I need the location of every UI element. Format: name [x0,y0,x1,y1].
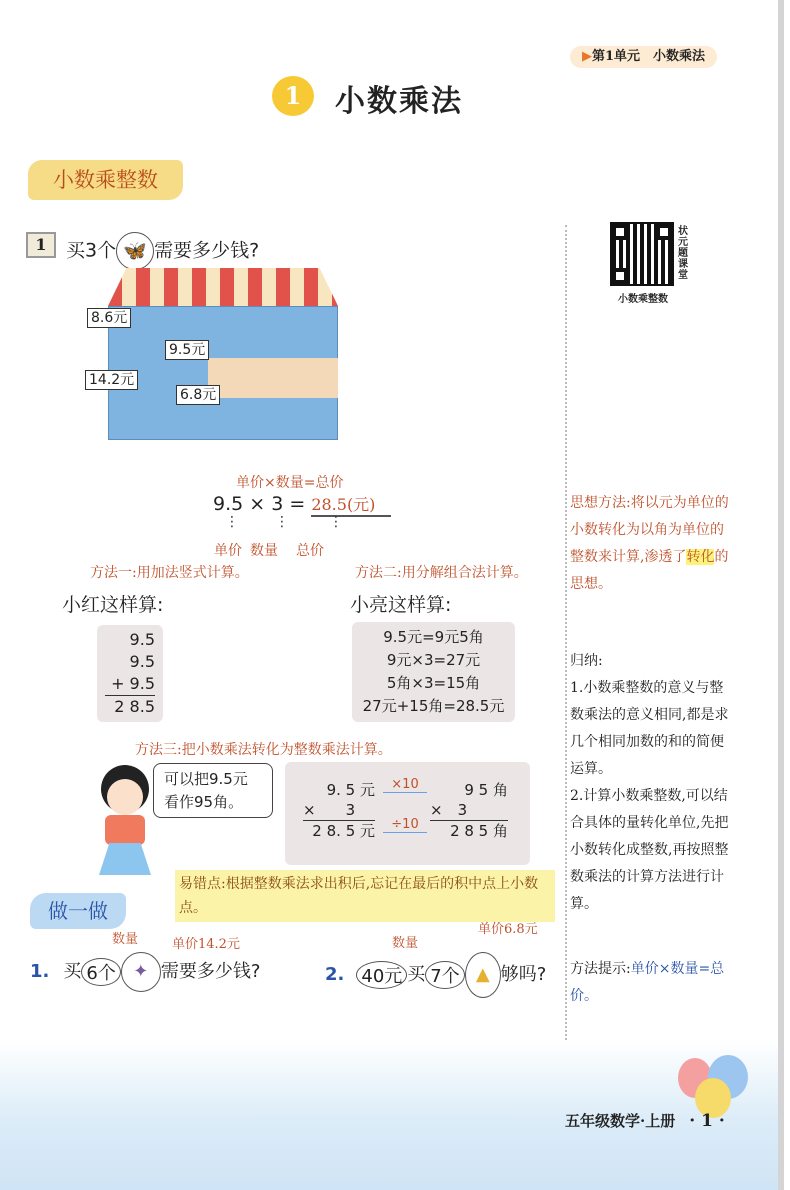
title-number-badge: 1 [272,76,314,116]
triangle-icon: ▶ [582,49,592,64]
unit-tag-text: 第1单元 小数乘法 [592,49,706,64]
exercise-2 [325,952,546,998]
decomposition-line: 5角×3=15角 [386,674,481,692]
section-title: 小数乘整数 [28,160,183,200]
divide-ten-arrow: ÷10 [383,818,427,833]
ex-text: 够吗? [500,964,547,985]
calc-line: × 3 [303,800,375,821]
formula-term-labels [214,540,324,560]
exercise-1 [30,952,260,992]
page-footer [565,1110,725,1131]
qr-side-label: 状元题课堂 [678,226,688,281]
book-title: 五年级数学·上册 [565,1112,676,1130]
note-text: 将以元为单位的小数转化为以角为单位的整数来计算,渗透了 [570,495,729,565]
addition-line: 9.5 [129,652,155,671]
thinking-method-note [570,490,730,598]
term-quantity: 数量 [250,543,278,559]
practice-title: 做一做 [30,893,126,929]
term-total: 总价 [296,543,324,559]
price-tag: 9.5元 [165,340,209,360]
method-hint-note [570,956,730,1010]
note-highlight: 转化 [686,549,715,565]
problem-question [66,232,259,270]
hint-label: 方法提示: [570,961,631,977]
price-tag: 6.8元 [176,385,220,405]
unit-conversion-box [285,762,530,865]
addition-line: 9.5 [129,630,155,649]
calc-line: × 3 [430,800,508,821]
vertical-addition-box [97,625,163,722]
butterfly-kite-icon: 🦋 [116,232,154,270]
ex-text: 买 [407,964,426,985]
umbrella-kite-icon: ▲ [465,952,501,998]
summary-point: 2.计算小数乘整数,可以结合具体的量转化单位,先把小数转化成整数,再按照整数乘法的计算方法进行计算。 [570,788,729,912]
price-tag: 14.2元 [85,370,138,390]
hint-text: 单价×数量=总价。 [570,961,725,1004]
expression-text: 9.5 × 3 = [213,493,312,515]
ex-quantity: 7个 [425,961,464,989]
price-tag: 8.6元 [87,308,131,328]
error-note: 易错点:根据整数乘法求出积后,忘记在最后的积中点上小数点。 [175,870,555,922]
ex-text: 需要多少钱? [160,961,261,982]
question-text-after: 需要多少钱? [154,239,260,262]
addition-line: + 9.5 [105,673,155,696]
sidebar-divider [565,225,567,1040]
method2-caption: 方法二:用分解组合法计算。 [355,565,528,581]
question-text-before: 买3个 [66,239,117,262]
kite-icon: ✦ [121,952,161,992]
page-title: 小数乘法 [335,84,463,119]
ex-text: 买 [63,961,82,982]
ex2-price-note: 单价6.8元 [478,922,538,937]
method1-heading: 小红这样算: [62,594,164,616]
summary-note [570,648,730,918]
dotted-connectors: ⋮ ⋮ ⋮ [225,514,343,530]
ex2-quantity-note: 数量 [392,936,419,951]
bubble-line: 看作95角。 [164,793,244,811]
formula-label: 单价×数量=总价 [236,475,344,491]
stall-awning [108,268,338,306]
multiply-ten-arrow: ×10 [383,778,427,793]
jiao-calculation [430,780,508,841]
addition-result: 2 8.5 [114,697,155,716]
children-figures [290,340,420,450]
unit-tag [570,46,717,68]
ex1-price-note: 单价14.2元 [172,937,240,952]
decomposition-line: 9.5元=9元5角 [383,628,484,646]
calc-result: 2 8 5 角 [450,822,508,840]
term-unit-price: 单价 [214,543,242,559]
decomposition-line: 9元×3=27元 [386,651,481,669]
ex-money: 40元 [356,961,407,989]
qr-caption: 小数乘整数 [618,294,668,305]
summary-title: 归纳: [570,653,603,669]
page-number: · 1 · [689,1111,725,1131]
speech-bubble [153,763,273,818]
exercise-number: 1. [30,961,50,982]
calc-result: 2 8. 5 元 [312,822,375,840]
yuan-calculation [303,780,375,841]
decomposition-box [352,622,515,722]
girl-illustration [95,765,155,895]
method3-caption: 方法三:把小数乘法转化为整数乘法计算。 [135,742,392,758]
note-label: 思想方法: [570,495,631,511]
summary-point: 1.小数乘整数的意义与整数乘法的意义相同,都是求几个相同加数的和的简便运算。 [570,680,729,777]
expression-result: 28.5(元) [311,492,391,517]
calc-line: 9. 5 元 [326,781,375,799]
problem-number: 1 [26,232,56,258]
method1-caption: 方法一:用加法竖式计算。 [90,565,249,581]
exercise-number: 2. [325,964,345,985]
note-text: 的思想。 [570,549,729,592]
ex-quantity: 6个 [81,958,120,986]
qr-code[interactable] [612,224,672,284]
bubble-line: 可以把9.5元 [164,770,248,788]
method2-heading: 小亮这样算: [350,594,452,616]
ex1-quantity-note: 数量 [112,932,139,947]
calc-line: 9 5 角 [464,781,508,799]
formula-expression [213,492,391,517]
decomposition-line: 27元+15角=28.5元 [362,697,505,715]
